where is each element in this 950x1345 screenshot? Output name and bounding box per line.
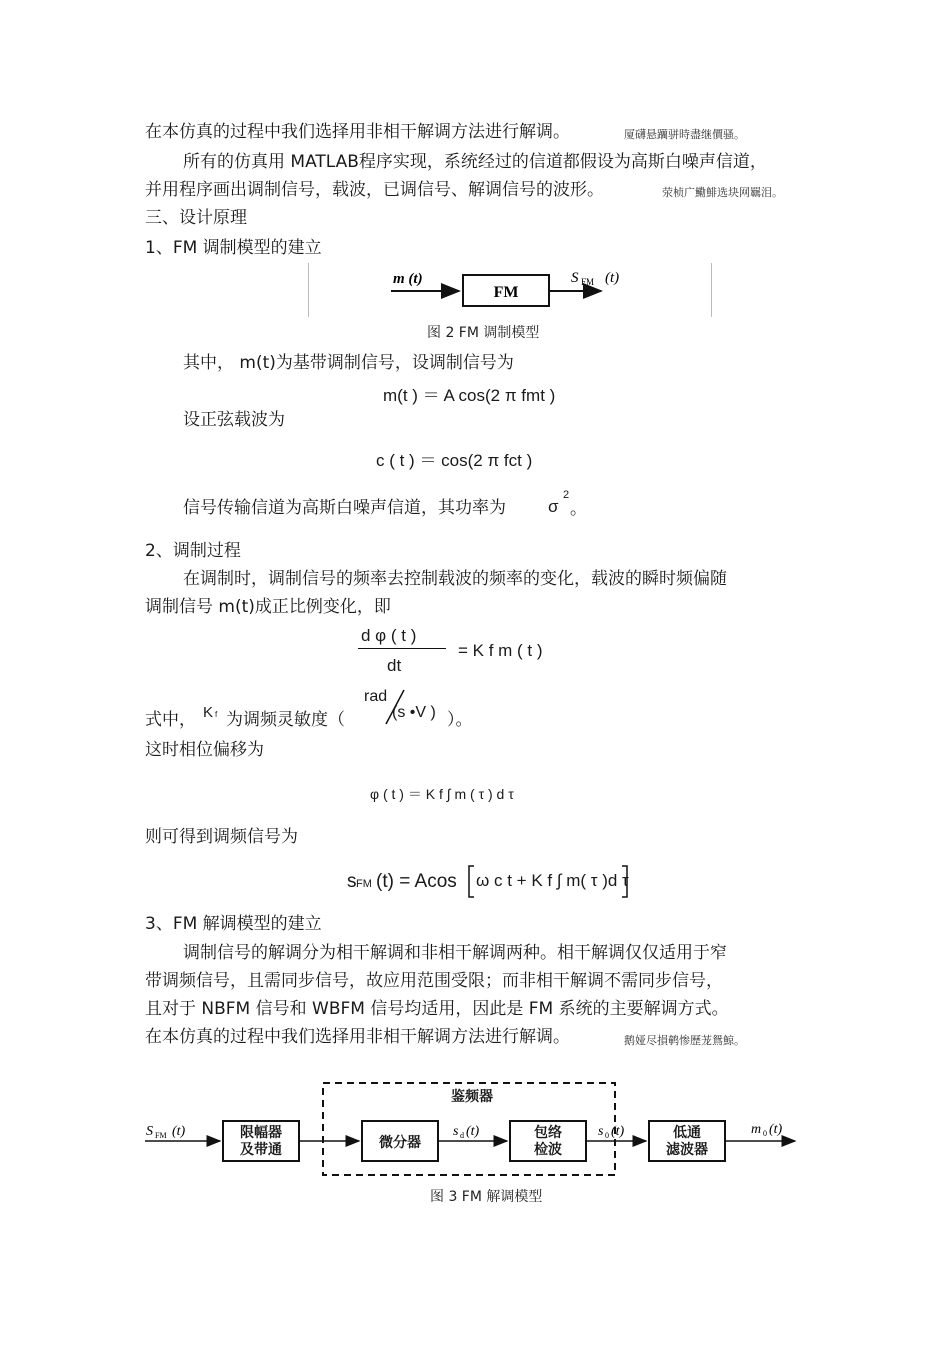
- section-heading: 三、设计原理: [145, 208, 247, 228]
- output-label-t: (t): [605, 270, 620, 286]
- paragraph-line: 调制信号的解调分为相干解调和非相干解调两种。相干解调仅仅适用于窄: [183, 943, 727, 963]
- fraction-bar: [358, 648, 446, 649]
- figure-2-caption: 图 2 FM 调制模型: [427, 325, 540, 341]
- lowpass-filter-label: [649, 1122, 725, 1162]
- garbled-note: 鹅娅尽損鹌惨歷茏鴛鯨。: [624, 1034, 745, 1047]
- output-label-sub: FM: [581, 277, 595, 287]
- output-label-sub: 0: [763, 1129, 767, 1138]
- figure-3-caption: 图 3 FM 解调模型: [430, 1189, 543, 1205]
- equation-sfm-s: s: [347, 871, 357, 892]
- fm-block-label: FM: [493, 284, 519, 301]
- equation-rhs: = K f m ( t ): [458, 641, 543, 660]
- sigma-superscript: 2: [563, 489, 570, 501]
- paragraph-line: 在本仿真的过程中我们选择用非相干解调方法进行解调。: [145, 1027, 570, 1047]
- equation-mt: m(t ) ＝ A cos(2 π fmt ): [383, 386, 556, 405]
- paragraph-text: ）。: [447, 710, 473, 730]
- equation-sfm-lhs: (t) = Acos: [376, 871, 457, 892]
- paragraph-line: 信号传输信道为高斯白噪声信道，其功率为: [183, 498, 506, 518]
- paragraph-text: 式中，: [145, 710, 196, 730]
- equation-sfm-sub: FM: [356, 878, 372, 890]
- lpf-line-1: 低通: [673, 1125, 701, 1141]
- paragraph-line: 在本仿真的过程中我们选择用非相干解调方法进行解调。: [145, 122, 570, 142]
- input-label: m (t): [393, 271, 423, 287]
- period: 。: [570, 499, 587, 519]
- paragraph-line: 设正弦载波为: [183, 410, 285, 430]
- kf-symbol: K: [203, 704, 214, 721]
- limiter-block-label: [223, 1122, 299, 1162]
- sd-label-s: s: [453, 1124, 459, 1139]
- paragraph-line: 调制信号 m(t)成正比例变化，即: [145, 597, 391, 617]
- envelope-detector-label: [510, 1122, 586, 1162]
- equation-numerator: d φ ( t ): [361, 626, 417, 645]
- output-label-m: m: [751, 1122, 762, 1137]
- paragraph-line: 并用程序画出调制信号，载波，已调信号、解调信号的波形。: [145, 180, 604, 200]
- differentiator-label: 微分器: [379, 1135, 421, 1151]
- s0-label-sub: 0: [605, 1131, 609, 1140]
- lpf-line-2: 滤波器: [666, 1142, 708, 1158]
- unit-numerator: rad: [364, 688, 388, 705]
- limiter-line-1: 限幅器: [240, 1125, 282, 1141]
- kf-subscript: f: [215, 710, 218, 719]
- unit-denominator: (s •V ): [392, 704, 436, 721]
- sd-label-t: (t): [466, 1124, 480, 1139]
- figure-2-frame: [308, 263, 712, 317]
- subsection-heading: 2、调制过程: [145, 541, 241, 561]
- envelope-line-1: 包络: [534, 1125, 562, 1141]
- equation-phase: φ ( t ) ＝ K f ∫ m ( τ ) d τ: [370, 786, 514, 802]
- paragraph-text: 为调频灵敏度（: [226, 710, 345, 730]
- limiter-line-2: 及带通: [240, 1142, 282, 1158]
- s0-label-s: s: [598, 1124, 604, 1139]
- sd-label-sub: d: [460, 1131, 464, 1140]
- s0-label-t: (t): [611, 1124, 625, 1139]
- paragraph-line: 则可得到调频信号为: [145, 827, 298, 847]
- equation-ct: c ( t ) ＝ cos(2 π fct ): [376, 451, 533, 470]
- output-label-s: S: [571, 270, 579, 286]
- sigma-symbol: σ: [548, 497, 559, 516]
- garbled-note: 荥桢广鰳鯡选块网羈泪。: [662, 186, 783, 199]
- paragraph-line: 其中， m(t)为基带调制信号，设调制信号为: [183, 353, 514, 373]
- paragraph-line: 带调频信号，且需同步信号，故应用范围受限；而非相干解调不需同步信号，: [145, 971, 723, 991]
- paragraph-line: 所有的仿真用 MATLAB程序实现，系统经过的信道都假设为高斯白噪声信道，: [183, 152, 767, 172]
- paragraph-line: 且对于 NBFM 信号和 WBFM 信号均适用，因此是 FM 系统的主要解调方式。: [145, 999, 729, 1019]
- paragraph-line: 在调制时，调制信号的频率去控制载波的频率的变化，载波的瞬时频偏随: [183, 569, 727, 589]
- paragraph-line: 这时相位偏移为: [145, 740, 264, 760]
- envelope-line-2: 检波: [534, 1142, 562, 1158]
- input-label-t: (t): [172, 1124, 186, 1139]
- input-label-s: S: [146, 1124, 153, 1139]
- garbled-note: 厦礴悬躪骈時盡继價骚。: [624, 128, 745, 141]
- fm-modulation-diagram: [309, 263, 711, 317]
- input-label-sub: FM: [155, 1131, 167, 1140]
- equation-sfm-inner: ω c t + K f ∫ m( τ )d τ: [476, 871, 629, 890]
- subsection-heading: 3、FM 解调模型的建立: [145, 914, 322, 934]
- equation-denominator: dt: [387, 656, 402, 675]
- subsection-heading: 1、FM 调制模型的建立: [145, 238, 322, 258]
- output-label-t: (t): [769, 1122, 783, 1137]
- discriminator-label: 鉴频器: [451, 1089, 493, 1105]
